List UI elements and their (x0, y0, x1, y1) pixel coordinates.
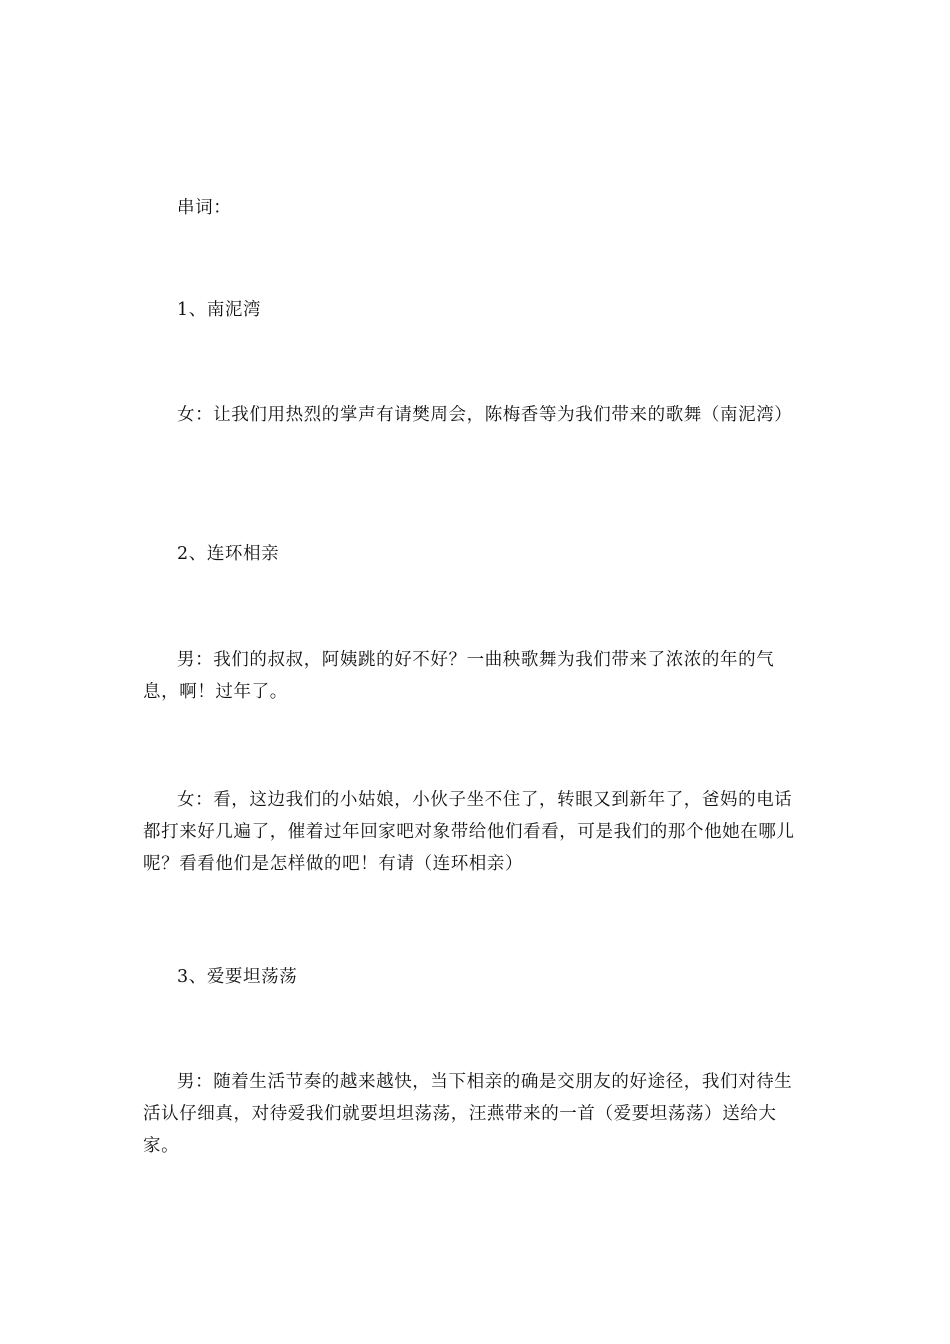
dialogue-paragraph: 女：看，这边我们的小姑娘，小伙子坐不住了，转眼又到新年了，爸妈的电话都打来好几遍了，催着过年回家吧对象带给他们看看，可是我们的那个他她在哪儿呢？看看他们是怎样做的吧！有请（连环相亲） (143, 790, 795, 874)
document-header: 串词： (177, 198, 232, 218)
section-title-ai-yao-tandangdang: 3、爱要坦荡荡 (177, 967, 298, 987)
section-title-nanniwan: 1、南泥湾 (177, 300, 262, 320)
dialogue-paragraph: 女：让我们用热烈的掌声有请樊周会，陈梅香等为我们带来的歌舞（南泥湾） (177, 405, 793, 425)
section-title-lianhuan-xiangqin: 2、连环相亲 (177, 544, 280, 564)
dialogue-paragraph: 男：随着生活节奏的越来越快，当下相亲的确是交朋友的好途径，我们对待生活认仔细真，对待爱我们就要坦坦荡荡，汪燕带来的一首（爱要坦荡荡）送给大家。 (143, 1072, 793, 1156)
dialogue-paragraph: 男：我们的叔叔，阿姨跳的好不好？一曲秧歌舞为我们带来了浓浓的年的气息，啊！过年了。 (143, 650, 775, 702)
